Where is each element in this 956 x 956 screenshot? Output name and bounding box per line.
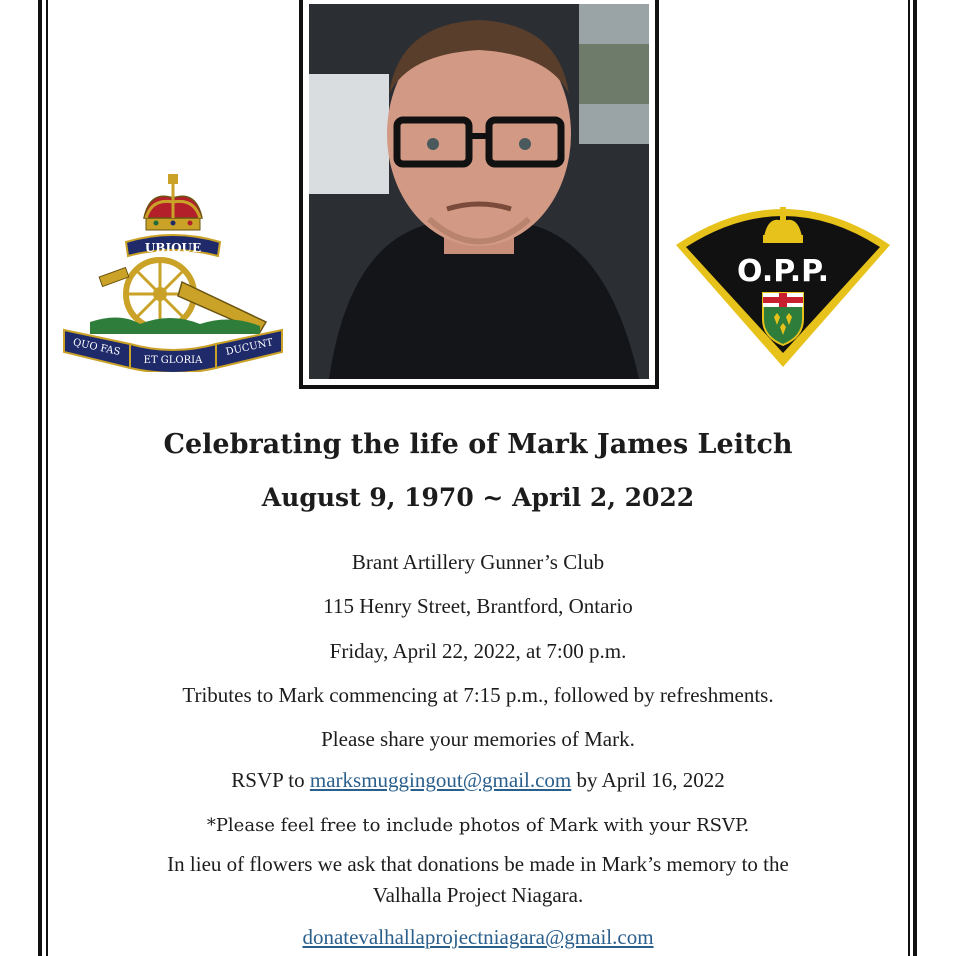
portrait-frame — [299, 0, 659, 389]
donation-line-1: In lieu of flowers we ask that donations be made in Mark’s memory to the — [167, 852, 789, 876]
life-dates: August 9, 1970 ~ April 2, 2022 — [261, 483, 695, 512]
border-left-outer — [38, 0, 42, 956]
venue-address: 115 Henry Street, Brantford, Ontario — [323, 594, 633, 618]
rsvp-line — [0, 768, 956, 793]
opp-badge — [668, 185, 898, 375]
border-left-inner — [46, 0, 48, 956]
artillery-badge — [60, 172, 288, 372]
portrait-image — [309, 4, 649, 379]
motto-right-text: DUCUNT — [224, 337, 275, 358]
border-right-inner — [908, 0, 910, 956]
border-right-outer — [913, 0, 917, 956]
donation-email-line — [0, 925, 956, 950]
artillery-crest-icon — [60, 172, 288, 372]
crown-icon — [144, 174, 202, 230]
rsvp-prefix: RSVP to — [231, 768, 310, 792]
donation-line-2: Valhalla Project Niagara. — [372, 883, 584, 907]
tributes-note: Tributes to Mark commencing at 7:15 p.m., followed by refreshments. — [182, 683, 774, 707]
motto-left-text: QUO FAS — [71, 337, 122, 358]
scroll-top-text: UBIQUE — [144, 241, 202, 255]
event-datetime: Friday, April 22, 2022, at 7:00 p.m. — [329, 639, 627, 663]
motto-center-text: ET GLORIA — [143, 355, 203, 366]
share-memories-note: Please share your memories of Mark. — [321, 727, 635, 751]
rsvp-email-link[interactable]: marksmuggingout@gmail.com — [309, 768, 572, 792]
venue-name: Brant Artillery Gunner’s Club — [351, 550, 605, 574]
portrait-photo — [309, 4, 649, 379]
memorial-title: Celebrating the life of Mark James Leitch — [163, 429, 793, 460]
opp-shield-icon — [668, 185, 898, 375]
ontario-shield-icon — [763, 293, 803, 345]
photos-note: *Please feel free to include photos of Mark with your RSVP. — [206, 815, 750, 836]
rsvp-deadline: by April 16, 2022 — [571, 768, 725, 792]
opp-text: O.P.P. — [737, 254, 829, 289]
donation-email-link[interactable]: donatevalhallaprojectniagara@gmail.com — [302, 925, 654, 949]
